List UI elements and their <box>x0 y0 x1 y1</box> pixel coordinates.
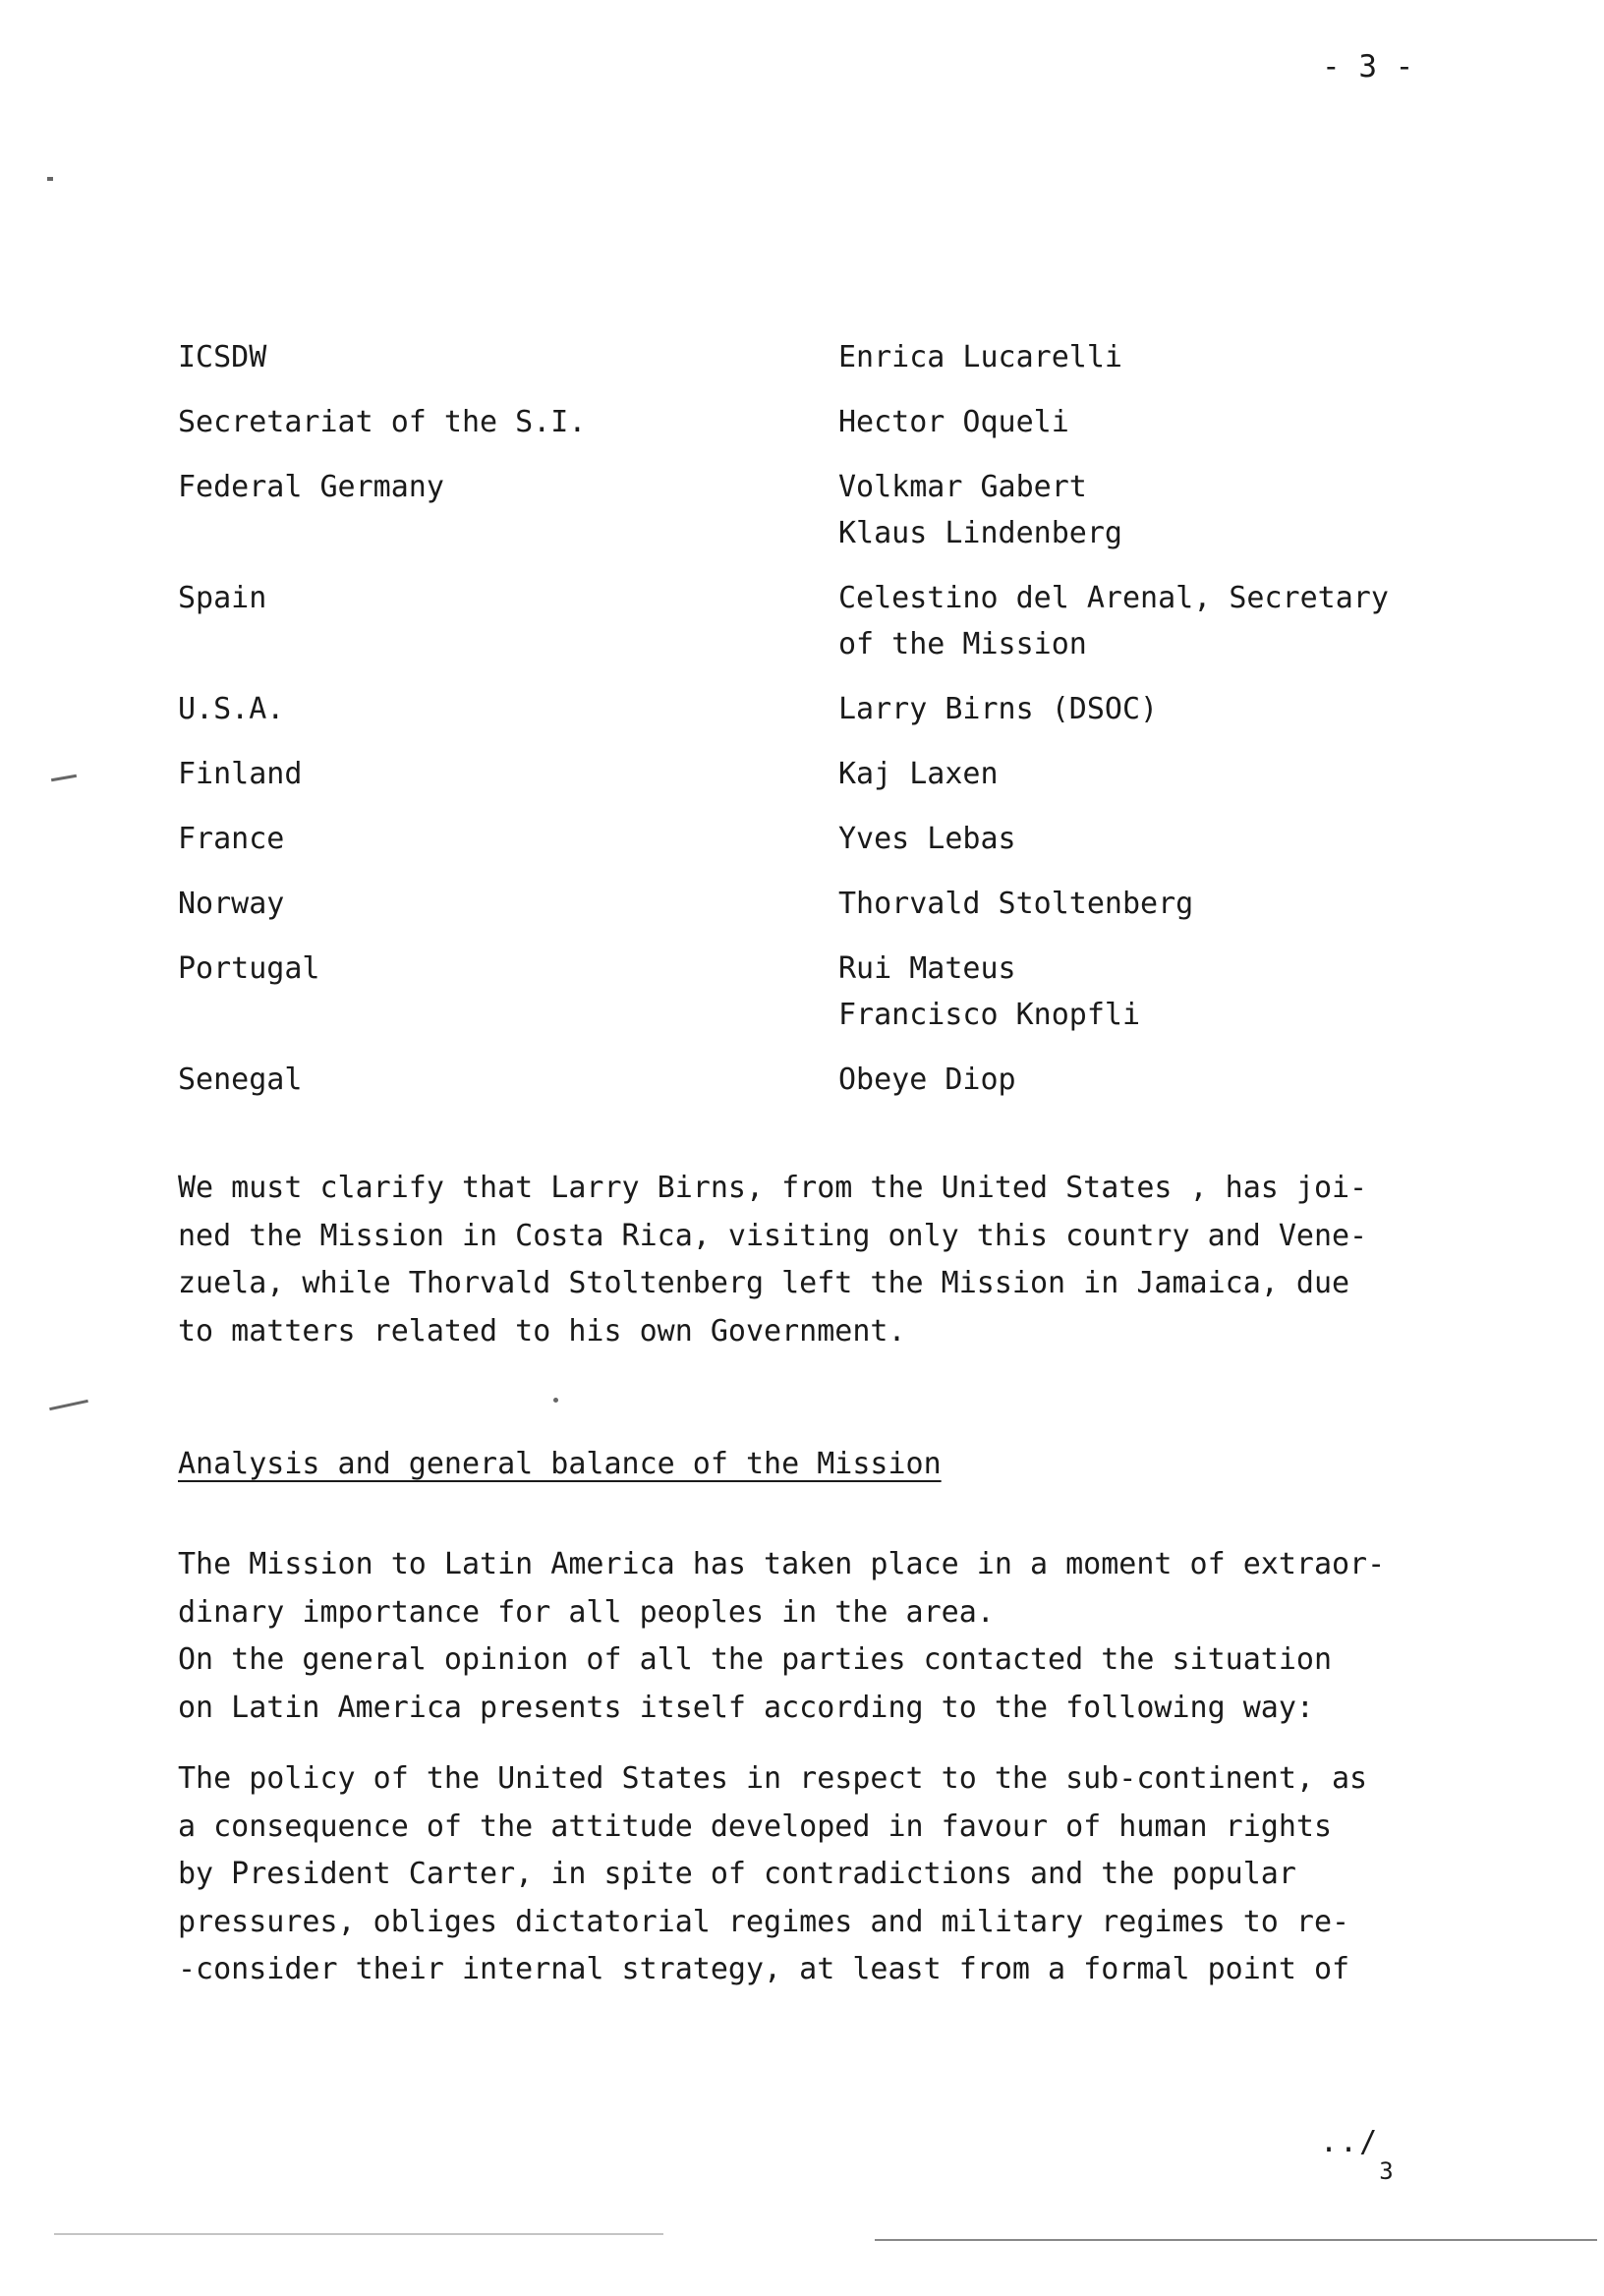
participant-row <box>178 399 1456 445</box>
participant-country: Portugal <box>178 951 320 986</box>
clarification-paragraph <box>178 1165 1515 1355</box>
participant-row <box>178 575 1456 667</box>
continuation-dots: ../ <box>1320 2125 1380 2159</box>
paragraph-line: The policy of the United States in respect to the sub-continent, as <box>178 1761 1368 1796</box>
participant-names <box>838 399 1456 445</box>
us-policy-paragraph <box>178 1755 1515 1994</box>
participant-country: U.S.A. <box>178 692 285 726</box>
participant-name: Yves Lebas <box>838 822 1016 856</box>
participant-country: Spain <box>178 581 267 615</box>
paragraph-line: -consider their internal strategy, at least from a formal point of <box>178 1952 1350 1986</box>
paragraph-line: dinary importance for all peoples in the area. <box>178 1594 995 1630</box>
participant-name: Thorvald Stoltenberg <box>838 887 1194 921</box>
participant-row <box>178 1057 1456 1103</box>
participant-names <box>838 464 1456 556</box>
participant-row <box>178 881 1456 927</box>
scan-edge-line <box>54 2233 663 2235</box>
participant-row <box>178 751 1456 797</box>
scan-artifact <box>49 1400 88 1410</box>
paragraph-line: pressures, obliges dictatorial regimes and military regimes to re- <box>178 1904 1350 1939</box>
participant-name: Celestino del Arenal, Secretary <box>838 581 1389 615</box>
paragraph-line: zuela, while Thorvald Stoltenberg left the Mission in Jamaica, due <box>178 1266 1350 1300</box>
participant-name: Francisco Knopfli <box>838 998 1141 1032</box>
participant-names <box>838 686 1456 732</box>
continuation-page-number: 3 <box>1379 2157 1394 2185</box>
participant-row <box>178 946 1456 1038</box>
scan-edge-line <box>875 2239 1597 2241</box>
participant-names <box>838 816 1456 862</box>
participant-name: Kaj Laxen <box>838 757 999 791</box>
page-number: - 3 - <box>1322 49 1414 85</box>
paragraph-line: to matters related to his own Government. <box>178 1313 906 1349</box>
participant-name: Enrica Lucarelli <box>838 340 1122 374</box>
participant-country: ICSDW <box>178 340 267 374</box>
participant-names <box>838 334 1456 380</box>
scan-artifact <box>47 177 53 181</box>
participant-country: Federal Germany <box>178 470 444 504</box>
participant-names <box>838 1057 1456 1103</box>
participant-country: France <box>178 822 285 856</box>
participant-country: Finland <box>178 757 303 791</box>
participant-name: Rui Mateus <box>838 951 1016 986</box>
participant-row <box>178 464 1456 556</box>
participant-names <box>838 881 1456 927</box>
participant-name: Klaus Lindenberg <box>838 516 1122 550</box>
participant-name: Obeye Diop <box>838 1062 1016 1097</box>
participant-country: Norway <box>178 887 285 921</box>
mission-paragraph <box>178 1541 1515 1732</box>
participant-row <box>178 334 1456 380</box>
participant-row <box>178 686 1456 732</box>
paragraph-line: by President Carter, in spite of contradictions and the popular <box>178 1857 1296 1891</box>
continuation-marker <box>1320 2125 1394 2185</box>
participant-name: Volkmar Gabert <box>838 470 1087 504</box>
paragraph-line: ned the Mission in Costa Rica, visiting only this country and Vene- <box>178 1218 1368 1253</box>
participant-country: Senegal <box>178 1062 303 1097</box>
paragraph-line: on Latin America presents itself according to the following way: <box>178 1690 1314 1725</box>
paragraph-line: a consequence of the attitude developed in favour of human rights <box>178 1808 1332 1844</box>
participant-country: Secretariat of the S.I. <box>178 405 587 439</box>
participant-names <box>838 751 1456 797</box>
paragraph-line: On the general opinion of all the parties contacted the situation <box>178 1642 1332 1677</box>
scan-artifact <box>51 775 77 781</box>
scan-artifact <box>553 1398 558 1403</box>
participants-list <box>178 334 1456 1121</box>
participant-names <box>838 946 1456 1038</box>
participant-row <box>178 816 1456 862</box>
participant-names <box>838 575 1456 667</box>
paragraph-line: We must clarify that Larry Birns, from the United States , has joi- <box>178 1171 1368 1205</box>
section-heading: Analysis and general balance of the Mission <box>178 1447 942 1481</box>
paragraph-line: The Mission to Latin America has taken place in a moment of extraor- <box>178 1547 1386 1581</box>
participant-name: Hector Oqueli <box>838 405 1069 439</box>
participant-name: Larry Birns (DSOC) <box>838 692 1159 726</box>
participant-name: of the Mission <box>838 627 1087 661</box>
